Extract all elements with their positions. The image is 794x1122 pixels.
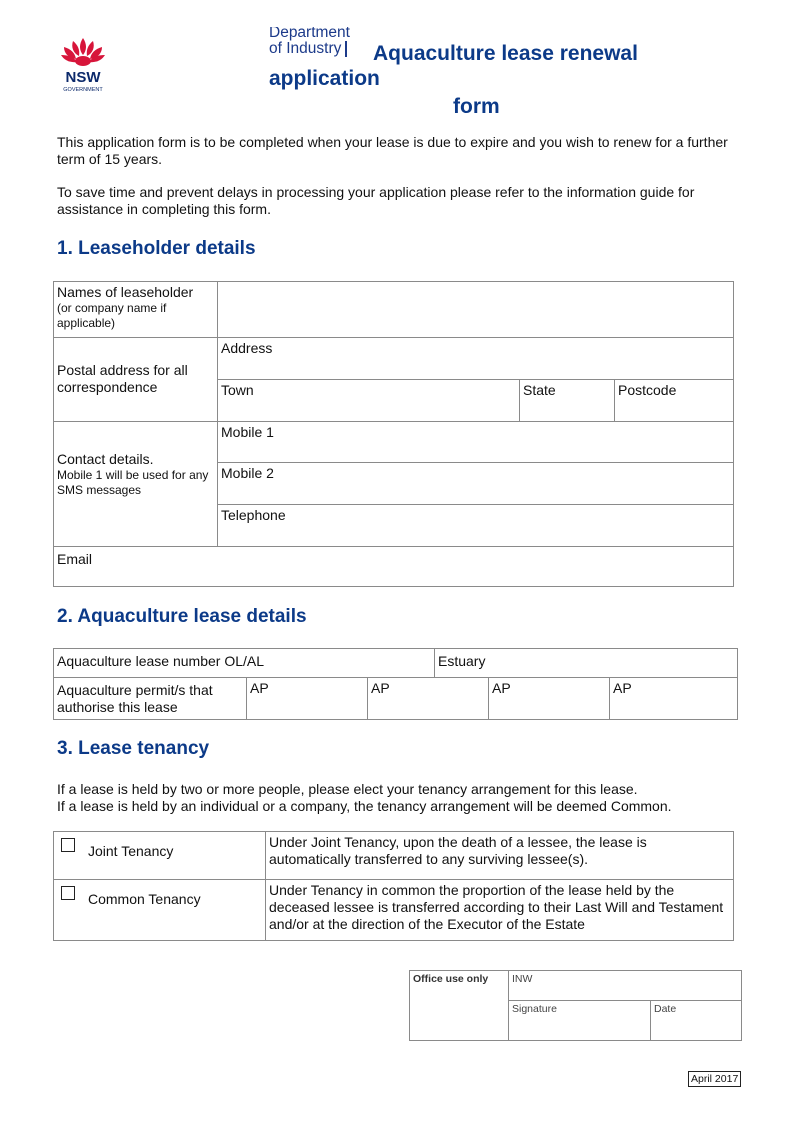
form-title-line2: application: [269, 67, 380, 90]
logo-text: NSW: [65, 69, 101, 86]
lease-number-input[interactable]: [53, 648, 435, 678]
waratah-icon: [52, 36, 114, 94]
permits-label: Aquaculture permit/s that authorise this lease: [57, 682, 213, 715]
names-label: Names of leaseholder: [57, 284, 194, 300]
estuary-input[interactable]: [434, 648, 738, 678]
logo-subtext: GOVERNMENT: [63, 87, 103, 93]
postcode-label: Postcode: [618, 382, 677, 398]
department-name: [269, 27, 377, 63]
section-heading-leaseholder: 1. Leaseholder details: [57, 238, 256, 259]
office-date-label: Date: [654, 1003, 677, 1015]
town-label: Town: [221, 382, 254, 398]
intro-paragraph-2: To save time and prevent delays in processing your application please refer to the information guide for assistance in completing this form.: [57, 184, 695, 217]
common-tenancy-checkbox[interactable]: [61, 886, 75, 900]
contact-label-cell: [53, 421, 218, 547]
office-use-label: Office use only: [413, 973, 489, 985]
joint-tenancy-checkbox[interactable]: [61, 838, 75, 852]
common-tenancy-label: Common Tenancy: [88, 891, 201, 907]
office-use-label-cell: [409, 970, 509, 1041]
ap-label: AP: [492, 680, 511, 696]
estuary-label: Estuary: [438, 653, 486, 669]
town-input[interactable]: [217, 379, 520, 422]
ap-label: AP: [371, 680, 390, 696]
address-label: Address: [221, 340, 273, 356]
joint-tenancy-text: Under Joint Tenancy, upon the death of a lessee, the lease is automatically transferred to any surviving lessee(s).: [269, 834, 647, 867]
form-title-line3: form: [453, 95, 500, 118]
lease-number-label: Aquaculture lease number OL/AL: [57, 653, 265, 669]
names-label-cell: [53, 281, 218, 338]
office-inw-label: INW: [512, 973, 533, 985]
joint-tenancy-description: [265, 831, 734, 880]
common-tenancy-description: [265, 879, 734, 941]
telephone-input[interactable]: [217, 504, 734, 547]
permit-input-4[interactable]: [609, 677, 738, 720]
mobile2-input[interactable]: [217, 462, 734, 505]
office-signature-label: Signature: [512, 1003, 557, 1015]
section-heading-lease-tenancy: 3. Lease tenancy: [57, 738, 210, 759]
contact-label: Contact details.: [57, 451, 154, 467]
permit-input-3[interactable]: [488, 677, 610, 720]
department-line1: Department: [269, 27, 350, 41]
common-tenancy-text: Under Tenancy in common the proportion of the lease held by the deceased lessee is transferred according to their Last Will and Testament and/or at the direction of the Executor of the Estate: [269, 882, 724, 932]
section-heading-lease-details: 2. Aquaculture lease details: [57, 606, 307, 627]
mobile1-input[interactable]: [217, 421, 734, 463]
email-input[interactable]: [53, 546, 734, 587]
state-label: State: [523, 382, 556, 398]
telephone-label: Telephone: [221, 507, 286, 523]
version-stamp: April 2017: [688, 1071, 741, 1087]
intro-paragraph-1: This application form is to be completed when your lease is due to expire and you wish to renew for a further term of 15 years.: [57, 134, 728, 167]
postal-label: Postal address for all correspondence: [57, 362, 188, 395]
common-tenancy-option[interactable]: [53, 879, 266, 941]
postal-label-cell: [53, 337, 218, 422]
nsw-government-logo: [52, 36, 114, 94]
office-inw-field[interactable]: [508, 970, 742, 1001]
postcode-input[interactable]: [614, 379, 734, 422]
joint-tenancy-label: Joint Tenancy: [88, 843, 174, 859]
names-note: (or company name if applicable): [57, 301, 167, 330]
office-date-field[interactable]: [650, 1000, 742, 1041]
names-input[interactable]: [217, 281, 734, 338]
mobile1-label: Mobile 1: [221, 424, 274, 440]
mobile2-label: Mobile 2: [221, 465, 274, 481]
tenancy-intro-line2: If a lease is held by an individual or a company, the tenancy arrangement will be deemed Common.: [57, 798, 672, 814]
ap-label: AP: [613, 680, 632, 696]
email-label: Email: [57, 551, 93, 567]
permits-label-cell: [53, 677, 247, 720]
form-title-line1: Aquaculture lease renewal: [373, 42, 638, 65]
department-line2: of Industry: [269, 41, 347, 57]
permit-input-2[interactable]: [367, 677, 489, 720]
joint-tenancy-option[interactable]: [53, 831, 266, 880]
state-input[interactable]: [519, 379, 615, 422]
contact-note: Mobile 1 will be used for any SMS messages: [57, 468, 209, 497]
tenancy-intro-line1: If a lease is held by two or more people, please elect your tenancy arrangement for this lease.: [57, 781, 638, 797]
address-input[interactable]: [217, 337, 734, 380]
office-signature-field[interactable]: [508, 1000, 651, 1041]
permit-input-1[interactable]: [246, 677, 368, 720]
ap-label: AP: [250, 680, 269, 696]
